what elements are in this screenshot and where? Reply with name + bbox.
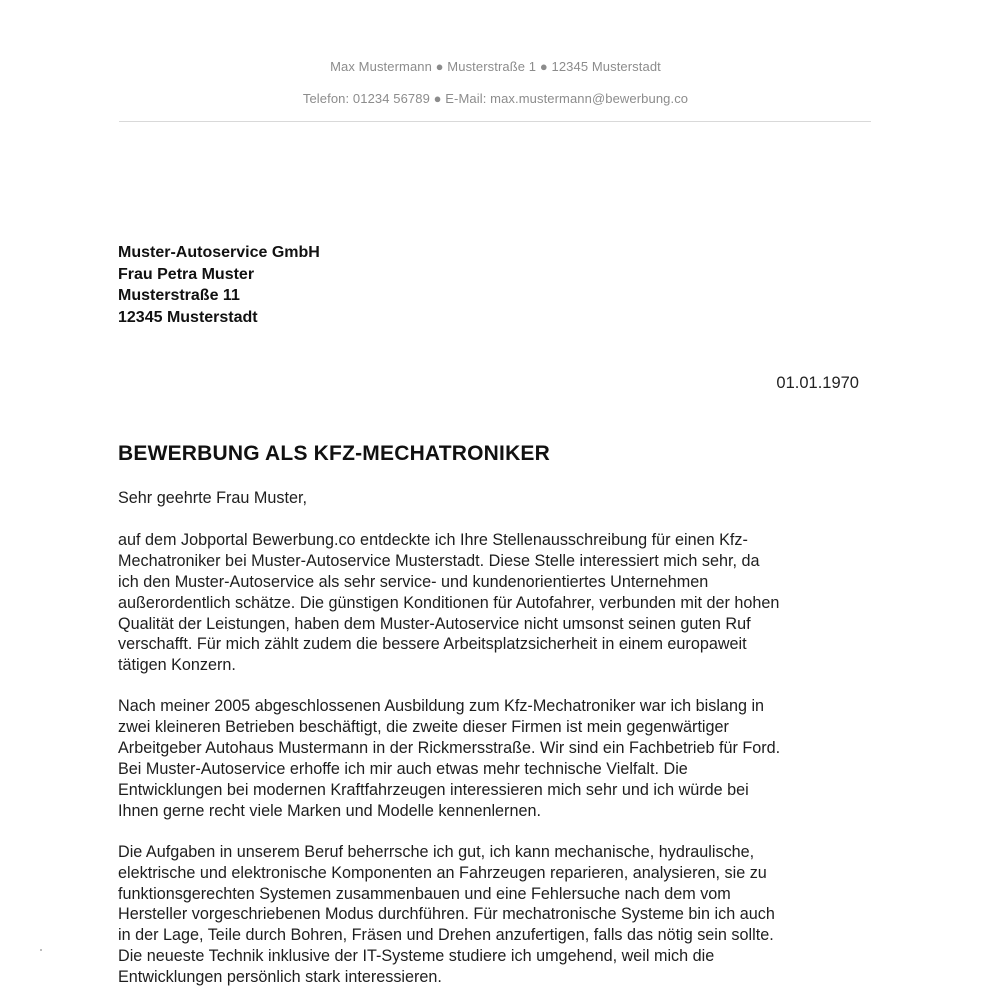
- body-line: Mechatroniker bei Muster-Autoservice Musterstadt. Diese Stelle interessiert mich sehr, da: [118, 551, 760, 570]
- body-line: Entwicklungen persönlich stark interessieren.: [118, 968, 442, 987]
- body-line: Die neueste Technik inklusive der IT-Systeme studiere ich umgehend, weil mich die: [118, 947, 715, 966]
- body-line: elektrische und elektronische Komponenten an Fahrzeugen reparieren, analysieren, sie zu: [118, 863, 767, 882]
- body-line: Entwicklungen bei modernen Kraftfahrzeugen interessieren mich sehr und ich würde bei: [118, 780, 749, 799]
- salutation: Sehr geehrte Frau Muster,: [118, 489, 307, 507]
- letter-body: [118, 488, 878, 991]
- body-line: Ihnen gerne recht viele Marken und Modelle kennenlernen.: [118, 801, 541, 820]
- body-line: Bei Muster-Autoservice erhoffe ich mir auch etwas mehr technische Vielfalt. Die: [118, 759, 688, 778]
- letter-subject: BEWERBUNG ALS KFZ-MECHATRONIKER: [118, 442, 551, 465]
- recipient-street: Musterstraße 11: [118, 287, 240, 304]
- body-line: Nach meiner 2005 abgeschlossenen Ausbildung zum Kfz-Mechatroniker war ich bislang in: [118, 697, 765, 716]
- body-line: auf dem Jobportal Bewerbung.co entdeckte ich Ihre Stellenausschreibung für einen Kfz-: [118, 530, 748, 549]
- body-line: Hersteller vorgeschriebenen Modus durchführen. Für mechatronische Systeme bin ich auch: [118, 905, 775, 924]
- body-line: zwei kleineren Betrieben beschäftigt, die zweite dieser Firmen ist mein gegenwärtiger: [118, 718, 729, 737]
- body-line: ich den Muster-Autoservice als sehr service- und kundenorientiertes Unternehmen: [118, 572, 709, 591]
- scan-speck: [40, 949, 42, 951]
- header-divider: [119, 121, 871, 122]
- body-line: Qualität der Leistungen, haben dem Muster-Autoservice nicht umsonst seinen guten Ruf: [118, 614, 751, 633]
- recipient-address: [118, 242, 320, 328]
- recipient-company: Muster-Autoservice GmbH: [118, 244, 320, 261]
- sender-contact-line-1: Max Mustermann ● Musterstraße 1 ● 12345 Musterstadt: [330, 59, 661, 74]
- sender-contact-line-2: Telefon: 01234 56789 ● E-Mail: max.mustermann@bewerbung.co: [302, 91, 689, 106]
- body-line: funktionsgerechten Systemen zusammenbauen und eine Fehlersuche nach dem vom: [118, 884, 731, 903]
- recipient-person: Frau Petra Muster: [118, 265, 255, 283]
- body-line: außerordentlich schätze. Die günstigen Konditionen für Autofahrer, verbunden mit der hohen: [118, 593, 780, 612]
- letter-date: 01.01.1970: [776, 374, 859, 392]
- paragraph-2: [118, 696, 878, 821]
- body-line: verschafft. Für mich zählt zudem die bessere Arbeitsplatzsicherheit in einem europaweit: [118, 635, 747, 654]
- body-line: Die Aufgaben in unserem Beruf beherrsche ich gut, ich kann mechanische, hydraulische,: [118, 842, 755, 861]
- recipient-city: 12345 Musterstadt: [118, 308, 258, 326]
- body-line: in der Lage, Teile durch Bohren, Fräsen und Drehen anzufertigen, falls das nötig sein sollte.: [118, 926, 774, 945]
- paragraph-3: [118, 842, 878, 988]
- body-line: Arbeitgeber Autohaus Mustermann in der Rickmersstraße. Wir sind ein Fachbetrieb für Ford.: [118, 739, 781, 758]
- paragraph-1: [118, 530, 878, 676]
- body-line: tätigen Konzern.: [118, 656, 236, 675]
